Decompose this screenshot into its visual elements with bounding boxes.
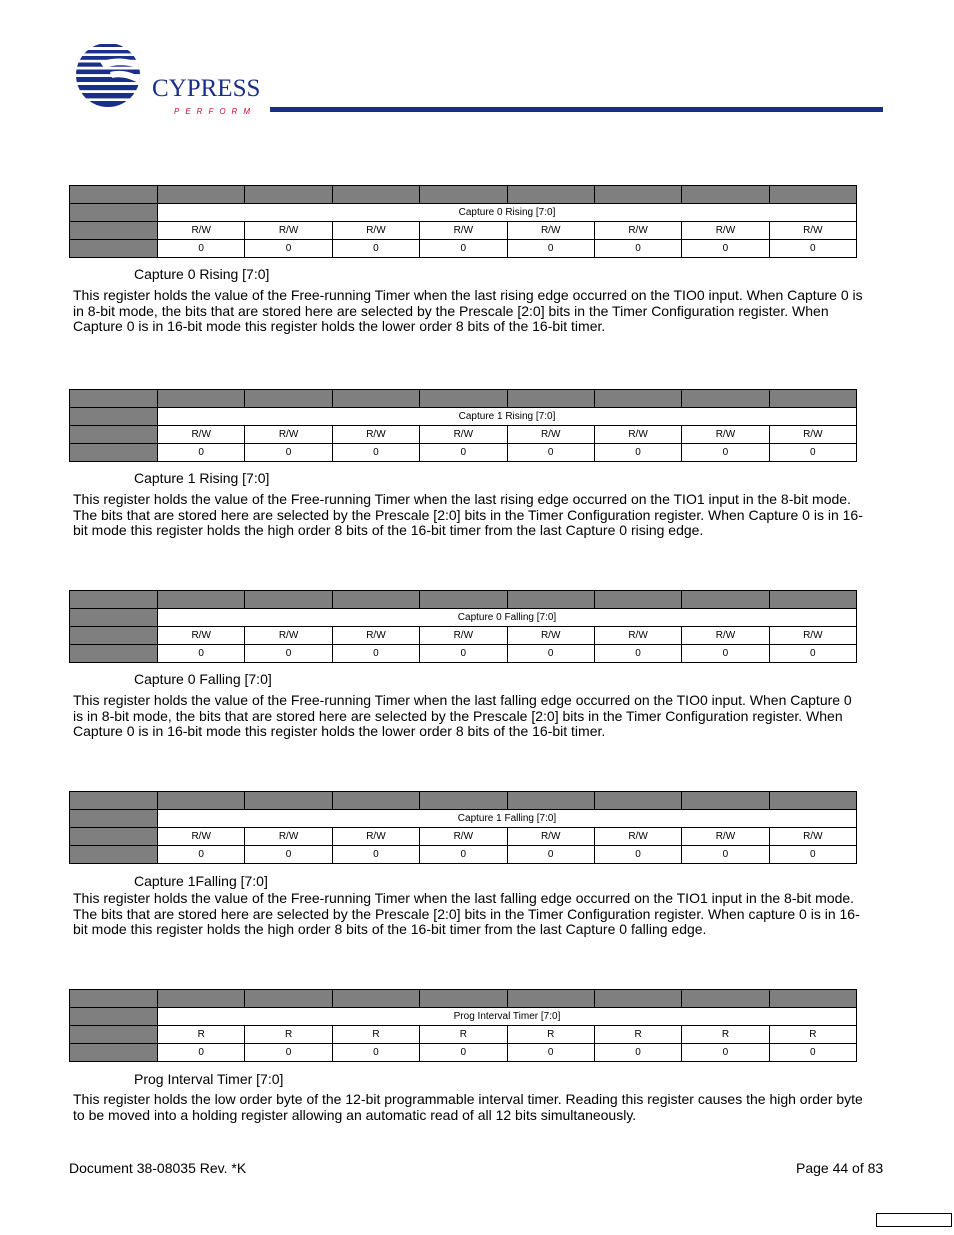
reset-cell: 0 [420, 240, 507, 258]
access-cell: R [594, 1026, 681, 1044]
register-table [69, 989, 857, 1062]
reset-cell: 0 [332, 240, 419, 258]
access-cell: R [507, 1026, 594, 1044]
access-cell: R/W [420, 627, 507, 645]
reset-cell: 0 [507, 444, 594, 462]
document-number: Document 38-08035 Rev. *K [69, 1160, 247, 1176]
field-caption: Capture 0 Rising [7:0] [134, 266, 270, 282]
access-cell: R/W [420, 426, 507, 444]
access-cell: R/W [682, 627, 769, 645]
access-cell: R/W [769, 426, 856, 444]
reset-cell: 0 [420, 444, 507, 462]
access-cell: R/W [420, 222, 507, 240]
cypress-logo [70, 42, 260, 120]
reset-cell: 0 [332, 444, 419, 462]
access-cell: R/W [245, 222, 332, 240]
field-description: This register holds the value of the Free-running Timer when the last falling edge occurred on the TIO0 input. When Capture 0 is in 8-bit mode, the bits that are stored here are selected by the Prescale [2:0] bits in the Timer Configuration register. When Capture 0 is in 16-bit mode this register holds the lower order 8 bits of the 16-bit timer. [73, 692, 852, 740]
feedback-box [876, 1213, 952, 1227]
reset-cell: 0 [594, 645, 681, 663]
field-name-cell: Prog Interval Timer [7:0] [158, 1008, 857, 1026]
reset-cell: 0 [245, 846, 332, 864]
access-cell: R/W [158, 426, 245, 444]
field-caption: Capture 0 Falling [7:0] [134, 671, 272, 687]
access-cell: R/W [769, 828, 856, 846]
register-table [69, 791, 857, 864]
reset-cell: 0 [769, 240, 856, 258]
register-table [69, 185, 857, 258]
reset-cell: 0 [682, 1044, 769, 1062]
page-number: Page 44 of 83 [796, 1160, 884, 1176]
reset-cell: 0 [682, 240, 769, 258]
access-cell: R/W [332, 426, 419, 444]
access-cell: R/W [594, 222, 681, 240]
reset-cell: 0 [594, 444, 681, 462]
access-cell: R/W [507, 426, 594, 444]
reset-cell: 0 [594, 846, 681, 864]
access-cell: R/W [245, 828, 332, 846]
access-cell: R [332, 1026, 419, 1044]
access-cell: R/W [158, 627, 245, 645]
field-description: This register holds the value of the Free-running Timer when the last rising edge occurred on the TIO1 input in the 8-bit mode. The bits that are stored here are selected by the Prescale [2:0] bits in the Timer Configuration register. When Capture 0 is in 16-bit mode this register holds the high order 8 bits of the 16-bit timer from the last Capture 0 rising edge. [73, 491, 863, 539]
reset-cell: 0 [769, 645, 856, 663]
field-name-cell: Capture 0 Falling [7:0] [158, 609, 857, 627]
access-cell: R/W [507, 627, 594, 645]
access-cell: R/W [507, 222, 594, 240]
field-description: This register holds the value of the Free-running Timer when the last falling edge occurred on the TIO1 input in the 8-bit mode. The bits that are stored here are selected by the Prescale [2:0] bits in the Timer Configuration register. When capture 0 is in 16-bit mode this register holds the high order 8 bits of the 16-bit timer from the last Capture 0 falling edge. [73, 890, 860, 938]
access-cell: R [682, 1026, 769, 1044]
reset-cell: 0 [158, 645, 245, 663]
reset-cell: 0 [507, 846, 594, 864]
field-name-cell: Capture 0 Rising [7:0] [158, 204, 857, 222]
reset-cell: 0 [245, 240, 332, 258]
reset-cell: 0 [245, 645, 332, 663]
reset-cell: 0 [158, 1044, 245, 1062]
reset-cell: 0 [332, 1044, 419, 1062]
reset-cell: 0 [245, 444, 332, 462]
field-name-cell: Capture 1 Falling [7:0] [158, 810, 857, 828]
reset-cell: 0 [420, 1044, 507, 1062]
access-cell: R/W [245, 426, 332, 444]
field-caption: Prog Interval Timer [7:0] [134, 1071, 284, 1087]
register-table [69, 389, 857, 462]
brand-tagline: PERFORM [174, 107, 256, 116]
reset-cell: 0 [594, 240, 681, 258]
field-description: This register holds the low order byte of the 12-bit programmable interval timer. Reading this register causes the high order byte to be moved into a holding register allowing an automatic read of all 12 bits simultaneously. [73, 1091, 863, 1123]
reset-cell: 0 [158, 846, 245, 864]
access-cell: R/W [507, 828, 594, 846]
access-cell: R/W [594, 828, 681, 846]
access-cell: R/W [682, 222, 769, 240]
reset-cell: 0 [682, 645, 769, 663]
access-cell: R/W [594, 426, 681, 444]
field-name-cell: Capture 1 Rising [7:0] [158, 408, 857, 426]
access-cell: R [420, 1026, 507, 1044]
reset-cell: 0 [769, 846, 856, 864]
field-caption: Capture 1Falling [7:0] [134, 873, 268, 889]
access-cell: R/W [245, 627, 332, 645]
reset-cell: 0 [682, 444, 769, 462]
reset-cell: 0 [420, 645, 507, 663]
field-caption: Capture 1 Rising [7:0] [134, 470, 270, 486]
reset-cell: 0 [158, 444, 245, 462]
brand-name: CYPRESS [152, 75, 260, 102]
access-cell: R/W [769, 627, 856, 645]
reset-cell: 0 [507, 1044, 594, 1062]
access-cell: R/W [332, 222, 419, 240]
access-cell: R/W [682, 828, 769, 846]
access-cell: R/W [158, 222, 245, 240]
reset-cell: 0 [332, 846, 419, 864]
reset-cell: 0 [769, 1044, 856, 1062]
access-cell: R/W [769, 222, 856, 240]
field-description: This register holds the value of the Free-running Timer when the last rising edge occurred on the TIO0 input. When Capture 0 is in 8-bit mode, the bits that are stored here are selected by the Prescale [2:0] bits in the Timer Configuration register. When Capture 0 is in 16-bit mode this register holds the lower order 8 bits of the 16-bit timer. [73, 287, 863, 335]
access-cell: R/W [332, 828, 419, 846]
reset-cell: 0 [594, 1044, 681, 1062]
access-cell: R [158, 1026, 245, 1044]
access-cell: R/W [420, 828, 507, 846]
reset-cell: 0 [769, 444, 856, 462]
reset-cell: 0 [682, 846, 769, 864]
access-cell: R [769, 1026, 856, 1044]
reset-cell: 0 [158, 240, 245, 258]
register-table [69, 590, 857, 663]
reset-cell: 0 [420, 846, 507, 864]
access-cell: R/W [594, 627, 681, 645]
reset-cell: 0 [507, 645, 594, 663]
access-cell: R/W [158, 828, 245, 846]
reset-cell: 0 [507, 240, 594, 258]
header-rule [270, 107, 883, 112]
reset-cell: 0 [332, 645, 419, 663]
access-cell: R [245, 1026, 332, 1044]
reset-cell: 0 [245, 1044, 332, 1062]
access-cell: R/W [332, 627, 419, 645]
access-cell: R/W [682, 426, 769, 444]
